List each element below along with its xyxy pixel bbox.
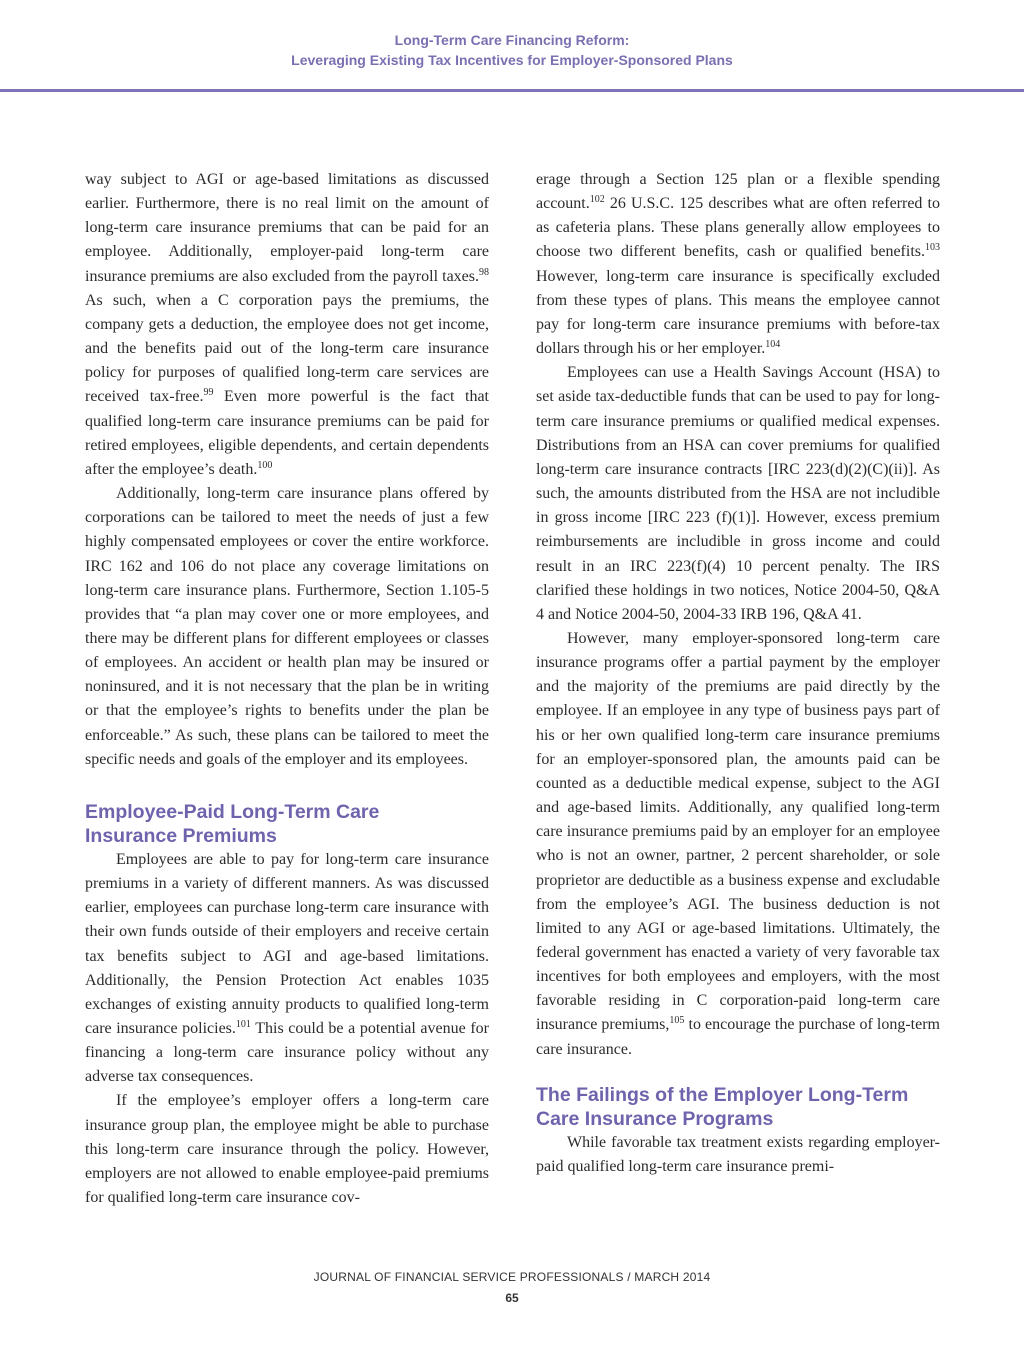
left-column (85, 168, 489, 1210)
running-header-title: Long-Term Care Financing Reform: (394, 32, 630, 48)
running-header-subtitle: Leveraging Existing Tax Incentives for Employer-Sponsored Plans (291, 52, 733, 68)
footnote-ref: 99 (203, 387, 214, 399)
footnote-ref: 104 (765, 339, 781, 351)
footnote-ref: 98 (479, 266, 489, 278)
journal-footer: JOURNAL OF FINANCIAL SERVICE PROFESSIONALS / MARCH 2014 (313, 1270, 711, 1284)
header-divider (0, 89, 1024, 92)
running-header (0, 30, 1024, 70)
section-heading-employee-paid: Employee-Paid Long-Term Care Insurance Premiums (85, 800, 380, 847)
right-paragraph-4: While favorable tax treatment exists regarding employer-paid qualified long-term care insurance premi- (536, 1133, 940, 1175)
footnote-ref: 102 (589, 194, 605, 206)
left-paragraph-1: way subject to AGI or age-based limitations as discussed earlier. Furthermore, there is no real limit on the amount of long-term care insurance premiums that can be paid for an employee. Additionally, employer-paid long-term care insurance premiums are also excluded from the payroll taxes.$^{98}$ As such, when a C corporation pays the premiums, the company gets a deduction, the employee does not get income, and the benefits paid out of the long-term care insurance policy for purposes of qualified long-term care services are received tax-free.$^{99}$ Even more powerful is the fact that qualified long-term care insurance premiums can be paid for retired employees, eligible dependents, and certain dependents after the employee’s death.$^{100}$ (85, 171, 489, 478)
left-paragraph-2: Additionally, long-term care insurance plans offered by corporations can be tailored to meet the needs of just a few highly compensated employees or cover the entire workforce. IRC 162 and 106 do not place any coverage limitations on long-term care insurance plans. Furthermore, Section 1.105-5 provides that “a plan may cover one or more employees, and there may be different plans for different employees or classes of employees. An accident or health plan may be insured or noninsured, and it is not necessary that the plan be in writing or that the employee’s rights to benefits under the plan be enforceable.” As such, these plans can be tailored to meet the specific needs and goals of the employer and its employees. (85, 485, 489, 768)
footnote-ref: 100 (257, 459, 273, 471)
right-paragraph-2: Employees can use a Health Savings Account (HSA) to set aside tax-deductible funds that can be used to pay for long-term care insurance premiums or qualified medical expenses. Distributions from an HSA can cover premiums for qualified long-term care insurance contracts [IRC 223(d)(2)(C)(ii)]. As such, the amounts distributed from the HSA are not includible in gross income [IRC 223 (f)(1)]. However, excess premium reimbursements are includible in gross income and could result in an IRC 223(f)(4) 10 percent penalty. The IRS clarified these holdings in two notices, Notice 2004-50, Q&A 4 and Notice 2004-50, 2004-33 IRB 196, Q&A 41. (536, 364, 940, 623)
right-paragraph-1: erage through a Section 125 plan or a flexible spending account.$^{102}$ 26 U.S.C. 125 describes what are often referred to as cafeteria plans. These plans generally allow employees to choose two different benefits, cash or qualified benefits.$^{103}$ However, long-term care insurance is specifically excluded from these types of plans. This means the employee cannot pay for long-term care insurance premiums with before-tax dollars through his or her employer.$^{104}$ (536, 171, 940, 358)
left-paragraph-3: Employees are able to pay for long-term care insurance premiums in a variety of different manners. As was discussed earlier, employees can purchase long-term care insurance with their own funds outside of their employers and receive certain tax benefits subject to AGI and age-based limitations. Additionally, the Pension Protection Act enables 1035 exchanges of existing annuity products to qualified long-term care insurance policies.$^{101}$ This could be a potential avenue for financing a long-term care insurance policy without any adverse tax consequences. (85, 850, 490, 1086)
left-paragraph-4: If the employee’s employer offers a long-term care insurance group plan, the employee might be able to purchase this long-term care insurance through the policy. However, employers are not allowed to enable employee-paid premiums for qualified long-term care insurance cov- (85, 1092, 489, 1207)
footnote-ref: 101 (235, 1019, 251, 1030)
page-number: 65 (505, 1291, 519, 1305)
section-heading-failings: The Failings of the Employer Long-Term Care Insurance Programs (536, 1083, 909, 1130)
footnote-ref: 105 (669, 1015, 685, 1027)
right-paragraph-3: However, many employer-sponsored long-term care insurance programs offer a partial payment by the employer and the majority of the premiums are paid directly by the employee. If an employee in any type of business pays part of his or her own qualified long-term care insurance premiums for an employer-sponsored plan, the amounts paid can be counted as a deductible medical expense, subject to the AGI and age-based limits. Additionally, any qualified long-term care insurance premiums paid by an employer for an employee who is not an owner, partner, 2 percent shareholder, or sole proprietor are deductible as a business expense and excludable from the employee’s AGI. The business deduction is not limited to any AGI or age-based limitations. Ultimately, the federal government has enacted a variety of very favorable tax incentives for both employees and employers, with the most favorable residing in C corporation-paid long-term care insurance premiums,$^{105}$ to encourage the purchase of long-term care insurance. (536, 629, 941, 1058)
footnote-ref: 103 (925, 242, 940, 254)
right-column (536, 168, 940, 1179)
